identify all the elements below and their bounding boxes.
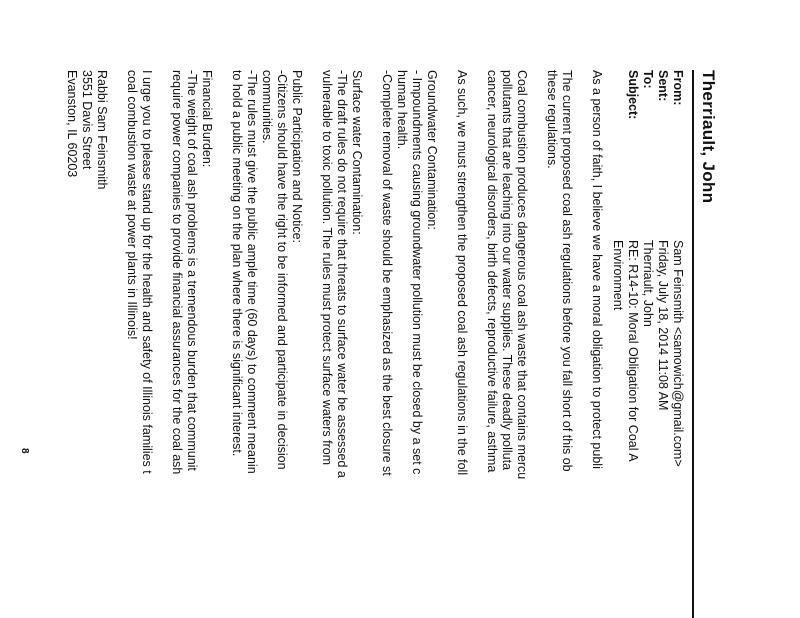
closing-line2: coal combustion waste at power plants in Illinois! <box>125 70 139 340</box>
paragraph-3-line1: Coal combustion produces dangerous coal ash waste that contains mercu <box>515 70 529 480</box>
from-value: Sam Feinsmith <samowich@gmail.com> <box>671 240 685 467</box>
groundwater-heading: Groundwater Contamination: <box>425 70 439 230</box>
financial-burden-line2: require power companies to provide financial assurances for the coal ash <box>170 70 184 475</box>
subject-value-line2: Environment <box>611 240 625 311</box>
paragraph-4: As such, we must strengthen the proposed coal ash regulations in the foll <box>455 70 469 476</box>
signature-street: 3551 Davis Street <box>80 70 94 170</box>
financial-burden-heading: Financial Burden: <box>200 70 214 168</box>
public-participation-line2: communities. <box>260 70 274 144</box>
title-rule <box>692 70 694 618</box>
body-text <box>64 70 604 618</box>
sent-label: Sent: <box>656 70 670 102</box>
public-participation-line1: -Citizens should have the right to be informed and participate in decision <box>275 70 289 470</box>
signature-name: Rabbi Sam Feinsmith <box>95 70 109 190</box>
sent-value: Friday, July 18, 2014 11:08 AM <box>656 240 670 411</box>
surface-water-line2: vulnerable to toxic pollution. The rules must protect surface waters from <box>320 70 334 466</box>
from-label: From: <box>671 70 685 106</box>
paragraph-2-line1: The current proposed coal ash regulations before you fall short of this ob <box>560 70 574 472</box>
public-participation-line3: -The rules must give the public ample time (60 days) to comment meanin <box>245 70 259 474</box>
page-number: 8 <box>19 448 30 454</box>
closing-line1: I urge you to please stand up for the health and safety of Illinois families t <box>140 70 154 474</box>
surface-water-heading: Surface water Contamination: <box>350 70 364 235</box>
subject-value-line1: RE: R14-10: Moral Obligation for Coal A <box>626 240 640 462</box>
subject-label: Subject: <box>626 70 640 120</box>
paragraph-3-line3: cancer, neurological disorders, birth defects, reproductive failure, asthma <box>485 70 499 473</box>
to-value: Therriault, John <box>641 240 655 327</box>
document-title: Therriault, John <box>699 70 718 204</box>
groundwater-line1: - Impoundments causing groundwater pollution must be closed by a set c <box>410 70 424 475</box>
surface-water-line1: -The draft rules do not require that threats to surface water be assessed a <box>335 70 349 478</box>
paragraph-2-line2: these regulations. <box>545 70 559 169</box>
public-participation-heading: Public Participation and Notice: <box>290 70 304 244</box>
signature-city: Evanston, IL 60203 <box>65 70 79 178</box>
groundwater-line2: human health. <box>395 70 409 150</box>
paragraph-1: As a person of faith, I believe we have a moral obligation to protect publi <box>590 70 604 469</box>
public-participation-line4: to hold a public meeting on the plan where there is significant interest. <box>230 70 244 457</box>
groundwater-line3: -Complete removal of waste should be emphasized as the best closure st <box>380 70 394 476</box>
paragraph-3-line2: pollutants that are leaching into our water supplies. These deadly polluta <box>500 70 514 471</box>
to-label: To: <box>641 70 655 89</box>
financial-burden-line1: -The weight of coal ash problems is a tremendous burden that communit <box>185 70 199 471</box>
